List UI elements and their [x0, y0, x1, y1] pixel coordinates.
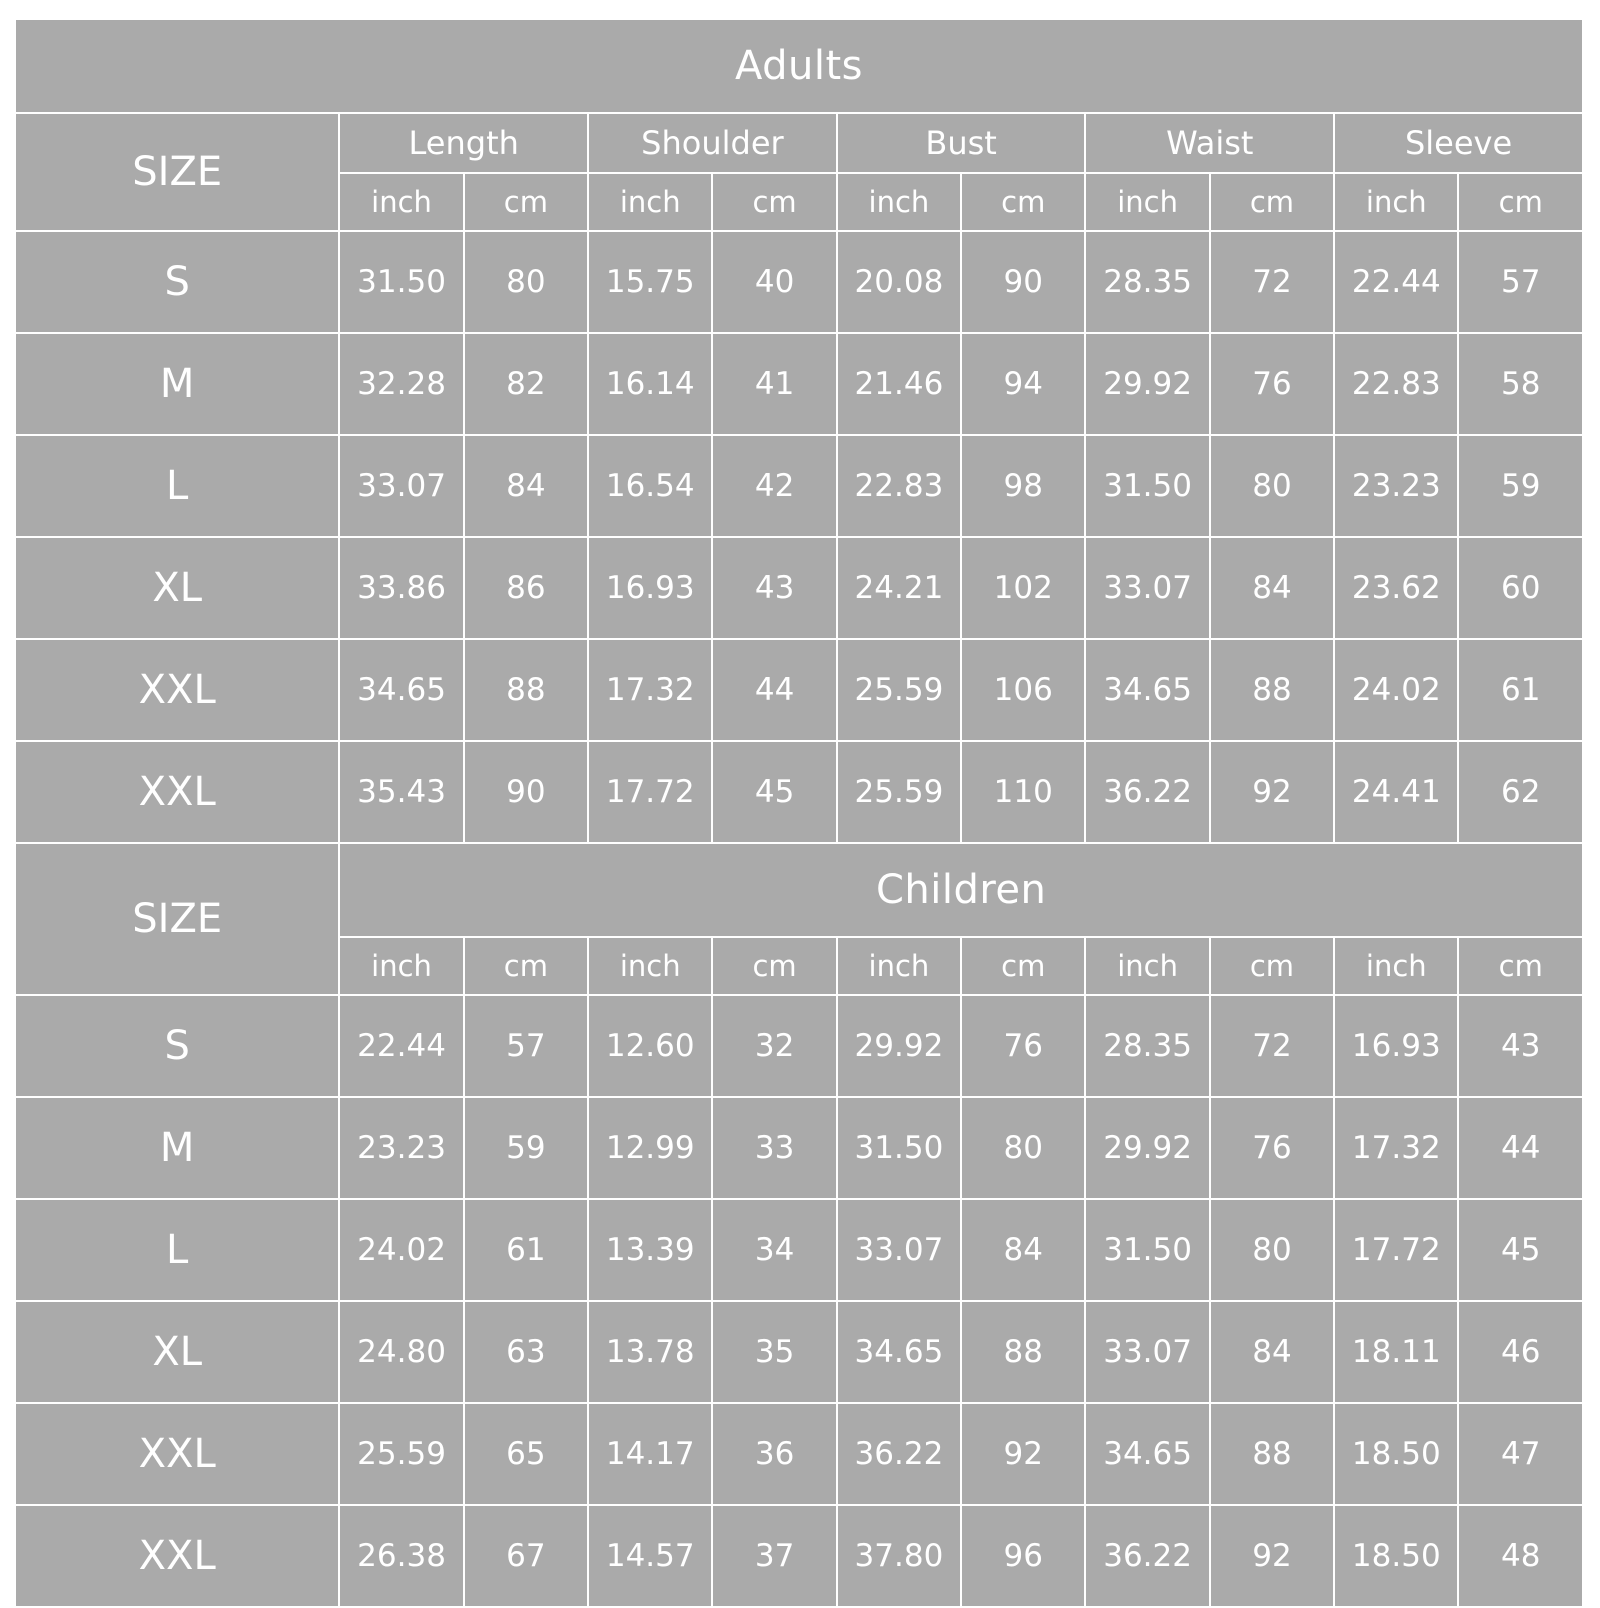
adults-row-4-col-7: 88: [1210, 639, 1334, 741]
table-row: [15, 1505, 1583, 1607]
adults-row-1-col-5: 94: [961, 333, 1085, 435]
children-row-3-col-8: 18.11: [1334, 1301, 1458, 1403]
children-unit-2: inch: [588, 937, 712, 995]
adults-row-2-col-2: 16.54: [588, 435, 712, 537]
adults-row-3-size: XL: [15, 537, 339, 639]
adults-row-5-col-4: 25.59: [837, 741, 961, 843]
children-row-5-col-0: 26.38: [339, 1505, 463, 1607]
adults-unit-8: inch: [1334, 173, 1458, 231]
children-row-2-col-9: 45: [1458, 1199, 1583, 1301]
children-row-2-col-5: 84: [961, 1199, 1085, 1301]
adults-unit-6: inch: [1085, 173, 1209, 231]
adults-title-row: [15, 19, 1583, 113]
adults-row-0-col-1: 80: [464, 231, 588, 333]
adults-row-0-col-4: 20.08: [837, 231, 961, 333]
children-title: Children: [339, 843, 1583, 937]
children-row-3-col-0: 24.80: [339, 1301, 463, 1403]
children-row-1-col-6: 29.92: [1085, 1097, 1209, 1199]
children-row-3-col-1: 63: [464, 1301, 588, 1403]
adults-row-3-col-2: 16.93: [588, 537, 712, 639]
children-row-3-col-5: 88: [961, 1301, 1085, 1403]
adults-row-0-col-2: 15.75: [588, 231, 712, 333]
adults-row-0-col-9: 57: [1458, 231, 1583, 333]
adults-row-2-size: L: [15, 435, 339, 537]
children-row-0-col-9: 43: [1458, 995, 1583, 1097]
children-row-2-col-4: 33.07: [837, 1199, 961, 1301]
table-row: [15, 1403, 1583, 1505]
children-row-2-col-6: 31.50: [1085, 1199, 1209, 1301]
adults-row-3-col-3: 43: [712, 537, 836, 639]
adults-row-5-col-5: 110: [961, 741, 1085, 843]
children-unit-9: cm: [1458, 937, 1583, 995]
adults-row-4-col-0: 34.65: [339, 639, 463, 741]
adults-row-2-col-9: 59: [1458, 435, 1583, 537]
children-row-1-col-9: 44: [1458, 1097, 1583, 1199]
adults-row-5-col-6: 36.22: [1085, 741, 1209, 843]
children-row-4-col-8: 18.50: [1334, 1403, 1458, 1505]
table-row: [15, 995, 1583, 1097]
adults-row-4-col-2: 17.32: [588, 639, 712, 741]
children-row-2-col-1: 61: [464, 1199, 588, 1301]
table-row: [15, 1097, 1583, 1199]
children-row-5-col-2: 14.57: [588, 1505, 712, 1607]
adults-row-3-col-4: 24.21: [837, 537, 961, 639]
children-unit-0: inch: [339, 937, 463, 995]
children-row-3-size: XL: [15, 1301, 339, 1403]
children-unit-7: cm: [1210, 937, 1334, 995]
adults-unit-4: inch: [837, 173, 961, 231]
table-row: [15, 333, 1583, 435]
children-row-1-size: M: [15, 1097, 339, 1199]
adults-row-4-col-6: 34.65: [1085, 639, 1209, 741]
adults-row-5-col-9: 62: [1458, 741, 1583, 843]
adults-group-bust: Bust: [837, 113, 1086, 173]
children-row-2-col-0: 24.02: [339, 1199, 463, 1301]
adults-row-1-col-2: 16.14: [588, 333, 712, 435]
adults-row-2-col-8: 23.23: [1334, 435, 1458, 537]
children-row-2-col-2: 13.39: [588, 1199, 712, 1301]
table-row: [15, 537, 1583, 639]
adults-row-3-col-5: 102: [961, 537, 1085, 639]
table-row: [15, 741, 1583, 843]
table-row: [15, 435, 1583, 537]
children-row-1-col-8: 17.32: [1334, 1097, 1458, 1199]
adults-group-waist: Waist: [1085, 113, 1334, 173]
adults-size-header: SIZE: [15, 113, 339, 231]
adults-row-5-col-1: 90: [464, 741, 588, 843]
adults-unit-7: cm: [1210, 173, 1334, 231]
adults-row-5-col-2: 17.72: [588, 741, 712, 843]
children-row-4-size: XXL: [15, 1403, 339, 1505]
children-row-5-col-9: 48: [1458, 1505, 1583, 1607]
adults-row-3-col-6: 33.07: [1085, 537, 1209, 639]
adults-row-1-col-8: 22.83: [1334, 333, 1458, 435]
children-unit-6: inch: [1085, 937, 1209, 995]
children-row-0-col-2: 12.60: [588, 995, 712, 1097]
children-unit-4: inch: [837, 937, 961, 995]
adults-unit-0: inch: [339, 173, 463, 231]
children-row-3-col-9: 46: [1458, 1301, 1583, 1403]
adults-row-1-size: M: [15, 333, 339, 435]
adults-row-2-col-1: 84: [464, 435, 588, 537]
children-row-3-col-7: 84: [1210, 1301, 1334, 1403]
children-row-0-col-8: 16.93: [1334, 995, 1458, 1097]
adults-row-4-col-8: 24.02: [1334, 639, 1458, 741]
adults-row-5-size: XXL: [15, 741, 339, 843]
adults-row-5-col-8: 24.41: [1334, 741, 1458, 843]
children-row-1-col-4: 31.50: [837, 1097, 961, 1199]
adults-row-4-col-4: 25.59: [837, 639, 961, 741]
adults-row-2-col-3: 42: [712, 435, 836, 537]
children-row-5-col-3: 37: [712, 1505, 836, 1607]
adults-unit-1: cm: [464, 173, 588, 231]
adults-row-0-col-6: 28.35: [1085, 231, 1209, 333]
children-row-1-col-5: 80: [961, 1097, 1085, 1199]
adults-row-0-col-8: 22.44: [1334, 231, 1458, 333]
children-row-1-col-2: 12.99: [588, 1097, 712, 1199]
children-unit-3: cm: [712, 937, 836, 995]
adults-group-length: Length: [339, 113, 588, 173]
children-row-4-col-4: 36.22: [837, 1403, 961, 1505]
table-row: [15, 231, 1583, 333]
adults-title: Adults: [15, 19, 1583, 113]
adults-group-shoulder: Shoulder: [588, 113, 837, 173]
children-row-1-col-1: 59: [464, 1097, 588, 1199]
adults-row-3-col-1: 86: [464, 537, 588, 639]
children-size-header: SIZE: [15, 843, 339, 995]
children-row-4-col-3: 36: [712, 1403, 836, 1505]
children-row-0-col-7: 72: [1210, 995, 1334, 1097]
adults-row-5-col-3: 45: [712, 741, 836, 843]
adults-row-1-col-6: 29.92: [1085, 333, 1209, 435]
adults-row-0-col-7: 72: [1210, 231, 1334, 333]
children-row-2-col-8: 17.72: [1334, 1199, 1458, 1301]
children-row-2-col-3: 34: [712, 1199, 836, 1301]
adults-row-0-size: S: [15, 231, 339, 333]
adults-row-1-col-7: 76: [1210, 333, 1334, 435]
children-row-2-col-7: 80: [1210, 1199, 1334, 1301]
children-row-0-col-6: 28.35: [1085, 995, 1209, 1097]
children-row-5-col-7: 92: [1210, 1505, 1334, 1607]
children-row-5-col-5: 96: [961, 1505, 1085, 1607]
adults-unit-5: cm: [961, 173, 1085, 231]
adults-row-0-col-3: 40: [712, 231, 836, 333]
children-row-3-col-6: 33.07: [1085, 1301, 1209, 1403]
adults-row-1-col-1: 82: [464, 333, 588, 435]
size-chart-table: [14, 18, 1584, 1608]
children-row-0-col-3: 32: [712, 995, 836, 1097]
children-row-0-col-0: 22.44: [339, 995, 463, 1097]
children-unit-8: inch: [1334, 937, 1458, 995]
children-row-3-col-4: 34.65: [837, 1301, 961, 1403]
adults-row-1-col-0: 32.28: [339, 333, 463, 435]
adults-unit-3: cm: [712, 173, 836, 231]
children-row-0-col-4: 29.92: [837, 995, 961, 1097]
adults-unit-9: cm: [1458, 173, 1583, 231]
adults-row-2-col-5: 98: [961, 435, 1085, 537]
children-unit-5: cm: [961, 937, 1085, 995]
table-row: [15, 1301, 1583, 1403]
children-row-0-col-5: 76: [961, 995, 1085, 1097]
children-unit-1: cm: [464, 937, 588, 995]
adults-row-0-col-5: 90: [961, 231, 1085, 333]
adults-row-4-col-1: 88: [464, 639, 588, 741]
children-row-4-col-5: 92: [961, 1403, 1085, 1505]
adults-row-3-col-8: 23.62: [1334, 537, 1458, 639]
adults-row-4-col-5: 106: [961, 639, 1085, 741]
children-row-4-col-2: 14.17: [588, 1403, 712, 1505]
adults-group-sleeve: Sleeve: [1334, 113, 1583, 173]
children-row-1-col-0: 23.23: [339, 1097, 463, 1199]
children-row-3-col-2: 13.78: [588, 1301, 712, 1403]
adults-row-3-col-7: 84: [1210, 537, 1334, 639]
adults-row-5-col-0: 35.43: [339, 741, 463, 843]
adults-row-4-col-3: 44: [712, 639, 836, 741]
children-row-3-col-3: 35: [712, 1301, 836, 1403]
children-row-4-col-1: 65: [464, 1403, 588, 1505]
children-row-4-col-7: 88: [1210, 1403, 1334, 1505]
children-row-1-col-3: 33: [712, 1097, 836, 1199]
children-row-4-col-9: 47: [1458, 1403, 1583, 1505]
adults-unit-2: inch: [588, 173, 712, 231]
adults-row-4-col-9: 61: [1458, 639, 1583, 741]
children-title-row: [15, 843, 1583, 937]
adults-row-1-col-3: 41: [712, 333, 836, 435]
table-row: [15, 1199, 1583, 1301]
adults-row-2-col-6: 31.50: [1085, 435, 1209, 537]
children-row-1-col-7: 76: [1210, 1097, 1334, 1199]
children-row-5-col-1: 67: [464, 1505, 588, 1607]
adults-row-1-col-9: 58: [1458, 333, 1583, 435]
children-row-5-col-4: 37.80: [837, 1505, 961, 1607]
adults-row-4-size: XXL: [15, 639, 339, 741]
adults-row-1-col-4: 21.46: [837, 333, 961, 435]
children-row-5-size: XXL: [15, 1505, 339, 1607]
adults-row-3-col-9: 60: [1458, 537, 1583, 639]
adults-row-2-col-4: 22.83: [837, 435, 961, 537]
adults-row-2-col-0: 33.07: [339, 435, 463, 537]
adults-row-3-col-0: 33.86: [339, 537, 463, 639]
children-row-4-col-6: 34.65: [1085, 1403, 1209, 1505]
adults-group-header-row: [15, 113, 1583, 173]
adults-row-0-col-0: 31.50: [339, 231, 463, 333]
children-row-0-col-1: 57: [464, 995, 588, 1097]
adults-row-5-col-7: 92: [1210, 741, 1334, 843]
children-row-4-col-0: 25.59: [339, 1403, 463, 1505]
children-row-5-col-8: 18.50: [1334, 1505, 1458, 1607]
children-row-5-col-6: 36.22: [1085, 1505, 1209, 1607]
children-row-0-size: S: [15, 995, 339, 1097]
table-row: [15, 639, 1583, 741]
adults-row-2-col-7: 80: [1210, 435, 1334, 537]
children-row-2-size: L: [15, 1199, 339, 1301]
